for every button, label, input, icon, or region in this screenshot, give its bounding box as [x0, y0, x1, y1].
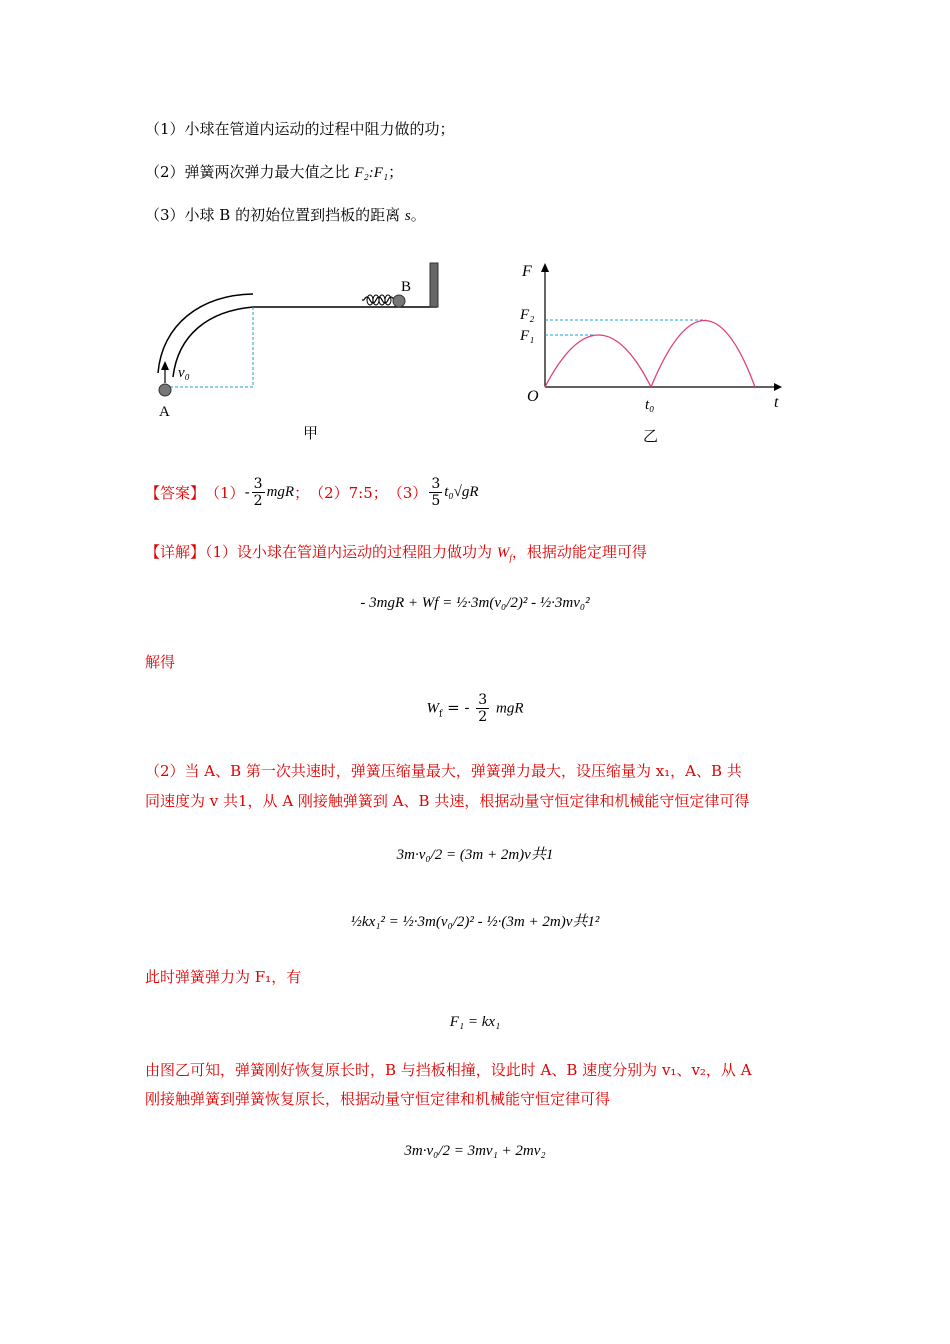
- label-f2: F₂: [520, 307, 535, 323]
- detail-p2-line5: 刚接触弹簧到弹簧恢复原长，根据动量守恒定律和机械能守恒定律可得: [145, 1090, 611, 1108]
- detail-intro: 【详解】（1）设小球在管道内运动的过程阻力做功为 $W_f$，根据动能定理可得: [145, 543, 647, 563]
- force-curve-1: [545, 335, 651, 387]
- eq2-frac: $\frac{3}{2}$: [478, 692, 488, 725]
- force-curve-2: [651, 321, 755, 388]
- label-t0: t₀: [645, 397, 655, 413]
- detail-p2-line3: 此时弹簧弹力为 F₁，有: [145, 968, 302, 986]
- label-t-axis: t: [774, 394, 779, 411]
- question-1: （1）小球在管道内运动的过程中阻力做的功；: [145, 120, 455, 138]
- answer-frac-1: $\frac{3}{2}$: [253, 475, 263, 509]
- equation-1: - 3mgR + Wf = ½·3m(v₀/2)² - ½·3mv₀²: [360, 595, 590, 611]
- caption-yi: 乙: [643, 429, 659, 445]
- solve-label: 解得: [145, 653, 176, 671]
- equation-5: F₁ = kx₁: [449, 1014, 501, 1030]
- question-2: （2）弹簧两次弹力最大值之比 F₂:F₁；: [145, 163, 404, 181]
- ball-a: [159, 384, 171, 396]
- caption-jia: 甲: [303, 426, 319, 442]
- label-f-axis: F: [522, 263, 532, 280]
- baffle: [430, 263, 438, 307]
- label-f1: F₁: [520, 328, 535, 344]
- figure-jia: [140, 255, 460, 450]
- answer-line: 【答案】 （1） - $\frac{3}{2}$ mgR ； （2）7:5； （3） $\frac{3}{5}$ t₀√gR: [145, 475, 479, 509]
- answer-frac-3: $\frac{3}{5}$: [431, 475, 441, 509]
- tube-outer: [158, 294, 253, 373]
- equation-2: $W_f$ = - $\frac{3}{2}$ mgR: [426, 692, 524, 725]
- figure-yi: [512, 258, 802, 450]
- label-b: B: [401, 279, 412, 295]
- label-a: A: [159, 404, 170, 420]
- equation-4: ½kx₁² = ½·3m(v₀/2)² - ½·(3m + 2m)v共1²: [350, 914, 600, 930]
- question-3: （3）小球 B 的初始位置到挡板的距离 s。: [145, 206, 426, 224]
- velocity-arrowhead: [161, 361, 169, 370]
- label-origin: O: [527, 388, 539, 405]
- label-v0: v₀: [178, 365, 190, 381]
- detail-p2-line2: 同速度为 v 共1，从 A 刚接触弹簧到 A、B 共速，根据动量守恒定律和机械能守恒定律可得: [145, 792, 750, 810]
- equation-6: 3m·v₀/2 = 3mv₁ + 2mv₂: [404, 1143, 546, 1159]
- detail-p2-line4: 由图乙可知，弹簧刚好恢复原长时，B 与挡板相撞，设此时 A、B 速度分别为 v₁、v₂，从 A: [145, 1061, 752, 1079]
- detail-p2-line1: （2）当 A、B 第一次共速时，弹簧压缩量最大，弹簧弹力最大，设压缩量为 x₁，A、B 共: [145, 762, 742, 780]
- ball-b: [393, 295, 405, 307]
- equation-3: 3m·v₀/2 = (3m + 2m)v共1: [396, 847, 554, 863]
